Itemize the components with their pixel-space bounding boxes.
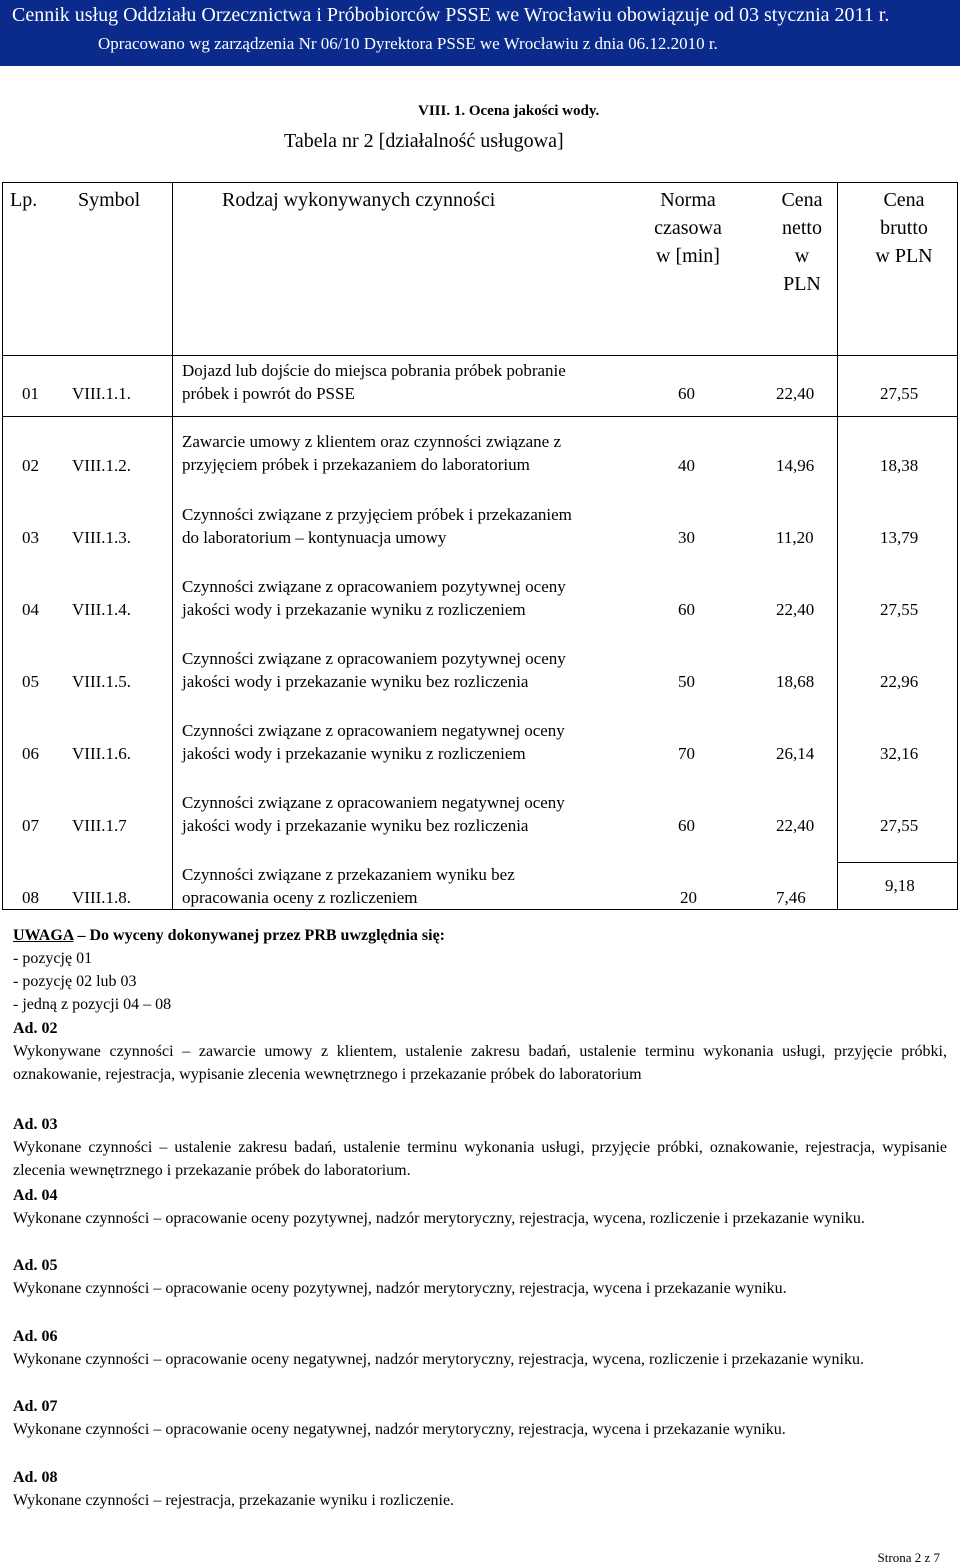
row-netto: 22,40 xyxy=(776,384,815,403)
row-lp: 07 xyxy=(22,816,39,835)
row-description: Zawarcie umowy z klientem oraz czynności związane z przyjęciem próbek i przekazaniem do laboratorium xyxy=(182,432,562,474)
row-symbol: VIII.1.5. xyxy=(72,672,132,691)
column-divider xyxy=(172,182,173,910)
row-brutto: 27,55 xyxy=(880,816,919,835)
ad-label: Ad. 07 xyxy=(13,1398,58,1415)
row-symbol: VIII.1.3. xyxy=(72,528,132,547)
row-brutto: 9,18 xyxy=(885,876,915,895)
uwaga-item: - jedną z pozycji 04 – 08 xyxy=(13,996,172,1013)
row-brutto: 18,38 xyxy=(880,456,919,475)
row-symbol: VIII.1.7 xyxy=(72,816,127,835)
row-divider xyxy=(838,862,958,863)
ad-label: Ad. 08 xyxy=(13,1469,58,1486)
row-description: Dojazd lub dojście do miejsca pobrania próbek pobranie próbek i powrót do PSSE xyxy=(182,361,566,403)
row-lp: 06 xyxy=(22,744,39,763)
row-norma: 60 xyxy=(678,816,695,835)
table-bottom-border xyxy=(2,909,958,910)
row-divider xyxy=(2,416,958,417)
ad-text: Wykonywane czynności – zawarcie umowy z klientem, ustalenie zakresu badań, ustalenie terminu wykonania usługi, przyjęcie próbki, oznakowanie, rejestracja, wypisanie zlecenia wewnętrznego i przekazanie próbek do laboratorium xyxy=(13,1043,947,1083)
page-number: Strona 2 z 7 xyxy=(877,1550,940,1565)
row-norma: 40 xyxy=(678,456,695,475)
row-lp: 04 xyxy=(22,600,39,619)
row-lp: 05 xyxy=(22,672,39,691)
ad-label: Ad. 06 xyxy=(13,1328,58,1345)
header-banner xyxy=(0,0,960,66)
row-norma: 50 xyxy=(678,672,695,691)
ad-label: Ad. 04 xyxy=(13,1187,58,1204)
row-symbol: VIII.1.1. xyxy=(72,384,132,403)
row-lp: 02 xyxy=(22,456,39,475)
row-description: Czynności związane z przekazaniem wyniku bez opracowania oceny z rozliczeniem xyxy=(182,865,515,907)
row-description: Czynności związane z opracowaniem negatywnej oceny jakości wody i przekazanie wyniku z rozliczeniem xyxy=(182,721,565,763)
row-description: Czynności związane z opracowaniem pozytywnej oceny jakości wody i przekazanie wyniku z rozliczeniem xyxy=(182,577,566,619)
row-norma: 60 xyxy=(678,600,695,619)
table-title: Tabela nr 2 [działalność usługowa] xyxy=(284,130,564,152)
ad-label: Ad. 03 xyxy=(13,1116,58,1133)
row-norma: 30 xyxy=(678,528,695,547)
row-lp: 03 xyxy=(22,528,39,547)
row-symbol: VIII.1.6. xyxy=(72,744,132,763)
row-lp: 01 xyxy=(22,384,39,403)
ad-text: Wykonane czynności – opracowanie oceny negatywnej, nadzór merytoryczny, rejestracja, wycena i przekazanie wyniku. xyxy=(13,1421,786,1438)
header-norma: Norma czasowa w [min] xyxy=(654,189,722,267)
row-netto: 7,46 xyxy=(776,888,806,907)
ad-text: Wykonane czynności – opracowanie oceny pozytywnej, nadzór merytoryczny, rejestracja, wycena i przekazanie wyniku. xyxy=(13,1280,787,1297)
row-description: Czynności związane z opracowaniem negatywnej oceny jakości wody i przekazanie wyniku bez rozliczenia xyxy=(182,793,565,835)
header-rodzaj: Rodzaj wykonywanych czynności xyxy=(222,189,496,211)
row-netto: 26,14 xyxy=(776,744,815,763)
row-netto: 14,96 xyxy=(776,456,815,475)
row-norma: 20 xyxy=(680,888,697,907)
banner-line-1: Cennik usług Oddziału Orzecznictwa i Próbobiorców PSSE we Wrocławiu obowiązuje od 03 stycznia 2011 r. xyxy=(12,4,890,26)
row-description: Czynności związane z przyjęciem próbek i przekazaniem do laboratorium – kontynuacja umowy xyxy=(182,505,572,547)
header-netto: Cena netto w PLN xyxy=(781,189,823,295)
row-brutto: 22,96 xyxy=(880,672,919,691)
row-netto: 22,40 xyxy=(776,600,815,619)
row-brutto: 27,55 xyxy=(880,600,919,619)
uwaga-heading: UWAGA – Do wyceny dokonywanej przez PRB uwzględnia się: xyxy=(13,927,445,944)
header-symbol: Symbol xyxy=(78,189,141,211)
row-norma: 70 xyxy=(678,744,695,763)
row-norma: 60 xyxy=(678,384,695,403)
uwaga-item: - pozycję 01 xyxy=(13,950,93,967)
row-description: Czynności związane z opracowaniem pozytywnej oceny jakości wody i przekazanie wyniku bez rozliczenia xyxy=(182,649,566,691)
header-bottom-border xyxy=(2,355,958,356)
uwaga-item: - pozycję 02 lub 03 xyxy=(13,973,137,990)
row-netto: 22,40 xyxy=(776,816,815,835)
ad-text: Wykonane czynności – opracowanie oceny negatywnej, nadzór merytoryczny, rejestracja, wycena, rozliczenie i przekazanie wyniku. xyxy=(13,1351,864,1368)
ad-label: Ad. 05 xyxy=(13,1257,58,1274)
table-left-border xyxy=(2,182,3,910)
row-lp: 08 xyxy=(22,888,39,907)
ad-label: Ad. 02 xyxy=(13,1020,58,1037)
row-brutto: 32,16 xyxy=(880,744,919,763)
row-netto: 18,68 xyxy=(776,672,815,691)
row-netto: 11,20 xyxy=(776,528,814,547)
row-symbol: VIII.1.2. xyxy=(72,456,132,475)
header-brutto: Cena brutto w PLN xyxy=(875,189,933,267)
table-right-border xyxy=(957,182,958,910)
row-symbol: VIII.1.8. xyxy=(72,888,132,907)
row-brutto: 27,55 xyxy=(880,384,919,403)
section-title: VIII. 1. Ocena jakości wody. xyxy=(418,103,600,119)
ad-text: Wykonane czynności – opracowanie oceny pozytywnej, nadzór merytoryczny, rejestracja, wycena, rozliczenie i przekazanie wyniku. xyxy=(13,1210,865,1227)
table-top-border xyxy=(2,182,958,183)
banner-line-2: Opracowano wg zarządzenia Nr 06/10 Dyrektora PSSE we Wrocławiu z dnia 06.12.2010 r. xyxy=(98,34,718,53)
ad-text: Wykonane czynności – ustalenie zakresu badań, ustalenie terminu wykonania usługi, przyjęcie próbki, oznakowanie, rejestracja, wypisanie zlecenia wewnętrznego i przekazanie próbek do laboratorium. xyxy=(13,1139,947,1179)
row-symbol: VIII.1.4. xyxy=(72,600,132,619)
row-brutto: 13,79 xyxy=(880,528,919,547)
header-lp: Lp. xyxy=(10,189,38,211)
ad-text: Wykonane czynności – rejestracja, przekazanie wyniku i rozliczenie. xyxy=(13,1492,455,1509)
